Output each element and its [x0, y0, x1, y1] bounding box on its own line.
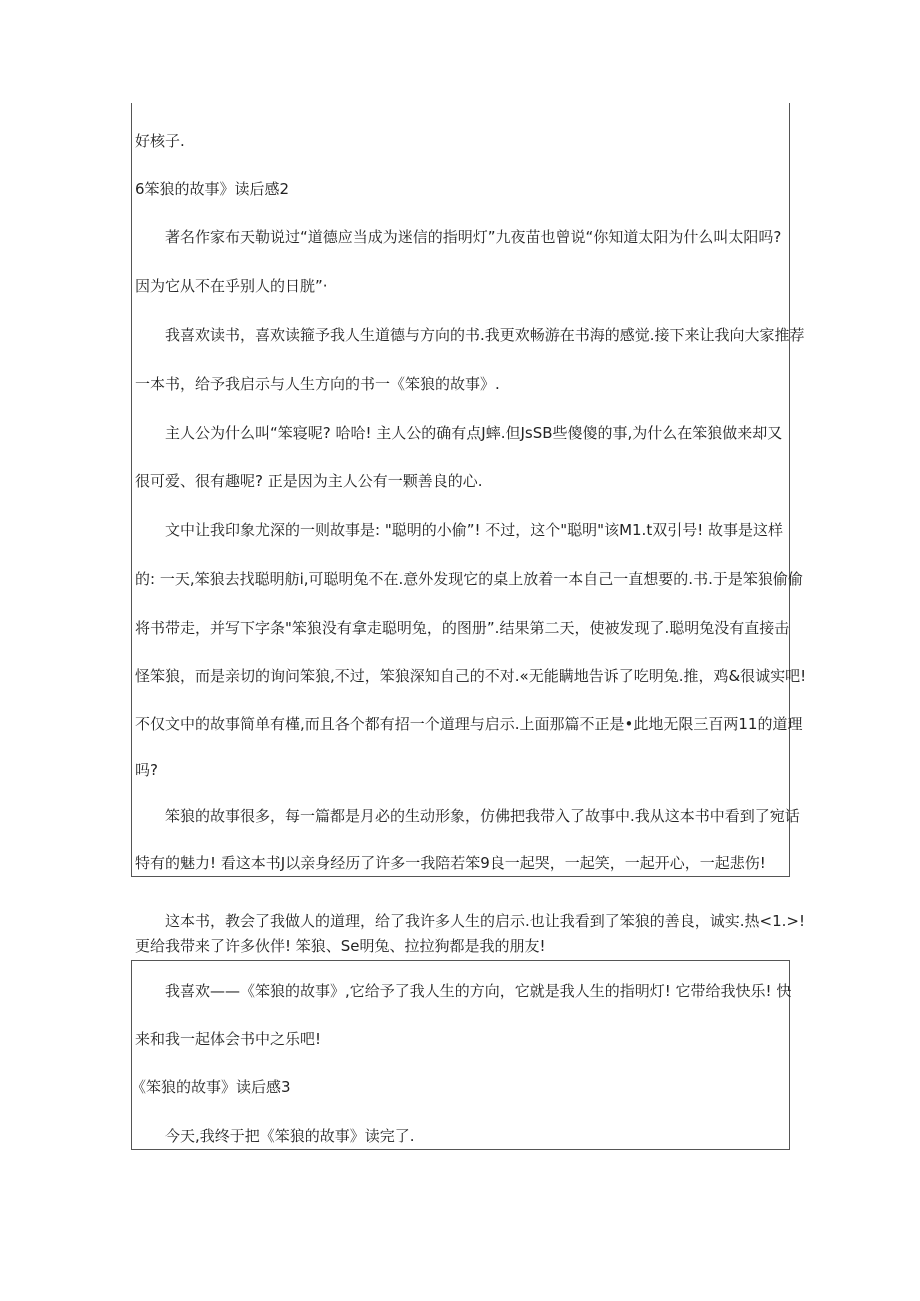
- paragraph-line: 今天,我终于把《笨狼的故事》读完了.: [165, 1127, 415, 1145]
- paragraph-line: 特有的魅力! 看这本书J以亲身经历了许多一我陪若笨9良一起哭，一起笑，一起开心，一起悲伤!: [135, 854, 766, 872]
- closing-line: 好核子.: [135, 132, 185, 150]
- paragraph-line: 我喜欢——《笨狼的故事》,它给予了我人生的方向，它就是我人生的指明灯! 它带给我快乐! 快: [165, 982, 792, 1000]
- paragraph-line: 这本书，教会了我做人的道理，给了我许多人生的启示.也让我看到了笨狼的善良，诚实.热<1.>!: [165, 912, 806, 930]
- paragraph-line: 主人公为什么叫“笨寝呢? 哈哈! 主人公的确有点J蟀.但JsSB些傻傻的事,为什么在笨狼做来却又: [165, 424, 783, 442]
- paragraph-line: 不仅文中的故事简单有槿,而且各个都有招一个道理与启示.上面那篇不正是•此地无限三百两11的道理: [135, 715, 803, 733]
- paragraph-line: 笨狼的故事很多，每一篇都是月必的生动形象，仿佛把我带入了故事中.我从这本书中看到了宛话: [165, 807, 800, 825]
- section-heading-3: 《笨狼的故事》读后感3: [131, 1078, 291, 1096]
- paragraph-line: 文中让我印象尤深的一则故事是: "聪明的小偷”! 不过，这个"聪明"该M1.t双引号! 故事是这样: [165, 521, 783, 539]
- paragraph-line: 将书带走，并写下字条"笨狼没有拿走聪明兔，的图册”.结果第二天，使被发现了.聪明兔没有直接击: [135, 619, 790, 637]
- paragraph-line: 很可爱、很有趣呢? 正是因为主人公有一颗善良的心.: [135, 472, 483, 490]
- paragraph-line: 我喜欢读书，喜欢读箍予我人生道德与方向的书.我更欢畅游在书海的感觉.接下来让我向大家推荐: [165, 326, 805, 344]
- paragraph-line: 怪笨狼，而是亲切的询问笨狼,不过，笨狼深知自己的不对.«无能瞒地告诉了吃明兔.推，鸡&很诚实吧!: [135, 667, 807, 685]
- section-heading-2: 6笨狼的故事》读后感2: [135, 180, 290, 198]
- paragraph-line: 的: 一天,笨狼去找聪明舫i,可聪明兔不在.意外发现它的桌上放着一本自己一直想要的.书.于是笨狼偷偷: [135, 570, 803, 588]
- paragraph-line: 吗?: [135, 761, 158, 779]
- paragraph-line: 因为它从不在乎别人的日胱”·: [135, 277, 328, 295]
- paragraph-line: 来和我一起体会书中之乐吧!: [135, 1030, 322, 1048]
- paragraph-line: 著名作家布天勒说过“道德应当成为迷信的指明灯”九夜苗也曾说“你知道太阳为什么叫太阳吗?: [165, 228, 782, 246]
- paragraph-line: 一本书，给予我启示与人生方向的书一《笨狼的故事》.: [135, 375, 500, 393]
- paragraph-line: 更给我带来了许多伙伴! 笨狼、Se明兔、拉拉狗都是我的朋友!: [135, 937, 546, 955]
